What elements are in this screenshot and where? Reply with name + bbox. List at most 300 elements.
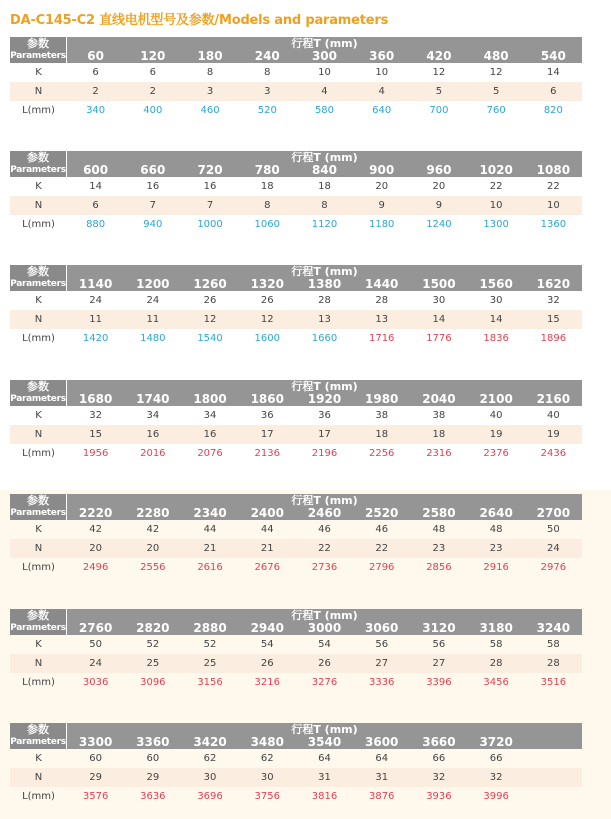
table-row-n: [10, 196, 582, 215]
table-cell: 34: [146, 410, 160, 421]
stroke-value: 3240: [536, 621, 571, 635]
table-cell: 3456: [483, 677, 509, 688]
parameters-label-cn: 参数: [27, 723, 49, 736]
table-cell: 24: [89, 295, 102, 306]
table-cell: 40: [489, 410, 503, 421]
table-cell: 10: [489, 200, 503, 211]
stroke-values: [67, 621, 582, 635]
table-row-k: [10, 63, 582, 82]
table-cell: 1060: [254, 219, 280, 230]
table-cell: 22: [375, 543, 389, 554]
table-cell: 52: [146, 639, 160, 650]
stroke-value: 600: [83, 163, 109, 177]
table-header: [10, 723, 582, 749]
table-cell: 16: [203, 429, 217, 440]
parameter-table: [10, 151, 582, 234]
table-cell: 13: [375, 314, 389, 325]
table-cell: 580: [314, 105, 335, 116]
parameter-table: [10, 380, 582, 463]
table-cell: 32: [432, 772, 446, 783]
stroke-value: 360: [369, 49, 395, 63]
parameter-table: [10, 609, 582, 692]
table-cell: 2136: [254, 448, 280, 459]
stroke-value: 960: [426, 163, 452, 177]
table-cell: 2736: [311, 562, 338, 573]
table-cell: 2016: [140, 448, 166, 459]
table-cell: 3996: [483, 791, 509, 802]
table-cell: 32: [89, 410, 102, 421]
table-cell: 3516: [540, 677, 567, 688]
table-cell: 48: [432, 524, 446, 535]
stroke-value: 3120: [422, 621, 456, 635]
table-cell: 36: [260, 410, 274, 421]
table-cell: 3396: [426, 677, 452, 688]
table-cell: 21: [203, 543, 217, 554]
parameters-label-en: Parameters: [10, 165, 66, 175]
table-cell: 17: [318, 429, 331, 440]
stroke-value: 2340: [193, 506, 227, 520]
table-cell: 60: [89, 753, 102, 764]
stroke-value: 1080: [536, 163, 571, 177]
table-cell: 48: [489, 524, 503, 535]
table-cell: 23: [489, 543, 503, 554]
table-header: [10, 37, 582, 63]
stroke-value: 660: [140, 163, 166, 177]
table-cell: 11: [146, 314, 160, 325]
table-cell: 3936: [426, 791, 452, 802]
table-cell: 12: [489, 67, 503, 78]
table-cell: 30: [260, 772, 274, 783]
row-label: K: [35, 67, 42, 78]
stroke-value: 60: [87, 49, 104, 63]
table-cell: 22: [546, 181, 560, 192]
row-label: N: [34, 429, 43, 440]
table-cell: 1716: [368, 333, 395, 344]
row-label: L(mm): [22, 105, 55, 116]
stroke-value: 1380: [307, 277, 342, 291]
table-cell: 26: [203, 295, 217, 306]
stroke-value: 3060: [365, 621, 399, 635]
stroke-value: 2880: [193, 621, 227, 635]
empty-cell: [525, 753, 582, 764]
stroke-value: 1740: [136, 392, 170, 406]
stroke-value: 240: [254, 49, 280, 63]
stroke-values: [67, 49, 582, 63]
table-cell: 54: [318, 639, 331, 650]
parameters-label-en: Parameters: [10, 51, 66, 61]
stroke-value: 420: [426, 49, 452, 63]
table-cell: 46: [318, 524, 331, 535]
table-cell: 52: [203, 639, 217, 650]
table-cell: 1420: [82, 333, 109, 344]
stroke-label: 行程T (mm): [291, 609, 358, 622]
table-cell: 26: [318, 658, 331, 669]
table-row-n: [10, 310, 582, 329]
table-cell: 12: [260, 314, 274, 325]
table-cell: 20: [432, 181, 446, 192]
table-row-n: [10, 768, 582, 787]
row-label: L(mm): [22, 333, 55, 344]
row-label: K: [35, 181, 42, 192]
table-cell: 29: [146, 772, 160, 783]
stroke-value: 1200: [136, 277, 170, 291]
table-cell: 6: [550, 86, 557, 97]
table-cell: 1180: [368, 219, 395, 230]
table-row-n: [10, 539, 582, 558]
table-cell: 21: [260, 543, 274, 554]
parameters-label-en: Parameters: [10, 508, 66, 518]
table-cell: 60: [146, 753, 160, 764]
stroke-value: 1560: [479, 277, 513, 291]
table-row-n: [10, 425, 582, 444]
table-cell: 3096: [140, 677, 166, 688]
table-cell: 28: [318, 295, 331, 306]
table-cell: 8: [206, 67, 214, 78]
table-cell: 46: [375, 524, 389, 535]
table-cell: 700: [429, 105, 449, 116]
stroke-value: 720: [197, 163, 223, 177]
table-cell: 62: [260, 753, 274, 764]
stroke-value: 2460: [307, 506, 342, 520]
stroke-value: 2280: [136, 506, 170, 520]
stroke-value: 840: [311, 163, 338, 177]
table-cell: 3876: [368, 791, 395, 802]
parameters-label-en: Parameters: [10, 737, 66, 747]
table-cell: 2: [149, 86, 157, 97]
stroke-value: 780: [254, 163, 280, 177]
table-cell: 12: [203, 314, 217, 325]
table-row-k: [10, 520, 582, 539]
parameters-label: [10, 265, 67, 291]
table-row-k: [10, 406, 582, 425]
stroke-values: [67, 277, 582, 291]
table-cell: 1300: [483, 219, 509, 230]
table-cell: 24: [546, 543, 560, 554]
table-cell: 400: [143, 105, 163, 116]
table-cell: 1896: [540, 333, 567, 344]
row-label: K: [35, 753, 42, 764]
parameter-table: [10, 723, 582, 806]
stroke-value: 1980: [365, 392, 399, 406]
stroke-value: 480: [483, 49, 509, 63]
table-cell: 17: [260, 429, 274, 440]
parameter-table: [10, 265, 582, 348]
parameters-label-cn: 参数: [27, 37, 49, 50]
table-cell: 1836: [483, 333, 509, 344]
row-label: L(mm): [22, 219, 55, 230]
table-row-l: [10, 787, 582, 806]
table-cell: 10: [318, 67, 331, 78]
table-header: [10, 609, 582, 635]
parameter-table: [10, 494, 582, 577]
page-title: DA-C145-C2 直线电机型号及参数/Models and parameters: [10, 13, 389, 28]
table-cell: 3: [264, 86, 271, 97]
table-cell: 16: [203, 181, 217, 192]
table-cell: 6: [149, 67, 157, 78]
table-cell: 44: [260, 524, 274, 535]
table-row-l: [10, 558, 582, 577]
row-label: K: [35, 295, 42, 306]
table-cell: 14: [432, 314, 446, 325]
stroke-value: 2700: [536, 506, 571, 520]
parameters-label-cn: 参数: [27, 151, 49, 164]
row-label: L(mm): [22, 677, 55, 688]
empty-cell: [525, 791, 582, 802]
table-cell: 18: [260, 181, 274, 192]
table-cell: 880: [86, 219, 106, 230]
table-cell: 10: [375, 67, 389, 78]
table-cell: 20: [375, 181, 389, 192]
table-cell: 31: [375, 772, 389, 783]
table-cell: 520: [257, 105, 277, 116]
stroke-value: 1860: [250, 392, 284, 406]
table-cell: 24: [146, 295, 160, 306]
row-label: K: [35, 524, 42, 535]
table-cell: 16: [146, 429, 160, 440]
row-label: N: [34, 200, 43, 211]
table-cell: 44: [203, 524, 217, 535]
table-cell: 25: [146, 658, 160, 669]
parameter-table: [10, 37, 582, 120]
table-cell: 14: [546, 67, 560, 78]
parameters-label-en: Parameters: [10, 279, 66, 289]
row-label: K: [35, 639, 42, 650]
table-cell: 15: [89, 429, 102, 440]
table-row-l: [10, 215, 582, 234]
table-cell: 20: [146, 543, 160, 554]
table-cell: 460: [200, 105, 220, 116]
row-label: N: [34, 543, 43, 554]
table-cell: 28: [375, 295, 389, 306]
stroke-value: 2940: [250, 621, 284, 635]
table-cell: 8: [264, 200, 271, 211]
parameters-label: [10, 723, 67, 749]
stroke-value: 1020: [479, 163, 513, 177]
table-cell: 34: [203, 410, 217, 421]
table-cell: 38: [432, 410, 446, 421]
table-cell: 2076: [197, 448, 223, 459]
table-cell: 2376: [483, 448, 509, 459]
stroke-value: 180: [197, 49, 223, 63]
table-cell: 42: [89, 524, 102, 535]
stroke-value: 2640: [479, 506, 513, 520]
row-label: N: [34, 86, 43, 97]
row-label: L(mm): [22, 562, 55, 573]
table-cell: 14: [489, 314, 503, 325]
table-cell: 2796: [368, 562, 395, 573]
stroke-value: 3000: [307, 621, 342, 635]
table-cell: 66: [489, 753, 503, 764]
table-cell: 1956: [82, 448, 109, 459]
stroke-value: 1440: [365, 277, 399, 291]
table-cell: 31: [318, 772, 331, 783]
table-cell: 64: [375, 753, 389, 764]
parameters-label-en: Parameters: [10, 394, 66, 404]
table-row-l: [10, 101, 582, 120]
table-cell: 640: [372, 105, 392, 116]
table-cell: 26: [260, 295, 274, 306]
stroke-values: [67, 506, 582, 520]
table-cell: 25: [203, 658, 217, 669]
stroke-value: 1680: [78, 392, 113, 406]
table-cell: 3696: [197, 791, 223, 802]
table-cell: 2496: [82, 562, 109, 573]
stroke-value: 900: [369, 163, 395, 177]
stroke-value: 1260: [193, 277, 227, 291]
parameters-label-cn: 参数: [27, 609, 49, 622]
table-cell: 1600: [254, 333, 280, 344]
table-cell: 2196: [311, 448, 338, 459]
table-cell: 26: [260, 658, 274, 669]
table-cell: 22: [318, 543, 331, 554]
table-row-n: [10, 654, 582, 673]
table-cell: 16: [146, 181, 160, 192]
table-cell: 2256: [368, 448, 395, 459]
table-cell: 42: [146, 524, 160, 535]
row-label: L(mm): [22, 791, 55, 802]
table-cell: 50: [89, 639, 102, 650]
table-cell: 340: [86, 105, 106, 116]
table-cell: 3036: [82, 677, 109, 688]
table-cell: 940: [143, 219, 163, 230]
table-cell: 1776: [426, 333, 452, 344]
table-cell: 10: [546, 200, 560, 211]
table-cell: 56: [432, 639, 446, 650]
table-cell: 2676: [254, 562, 280, 573]
stroke-value: 2100: [479, 392, 513, 406]
table-cell: 760: [486, 105, 506, 116]
table-cell: 3276: [311, 677, 338, 688]
table-cell: 40: [546, 410, 560, 421]
stroke-value: 1620: [536, 277, 571, 291]
table-cell: 2436: [540, 448, 567, 459]
table-cell: 19: [546, 429, 560, 440]
table-cell: 7: [149, 200, 157, 211]
table-cell: 58: [489, 639, 503, 650]
table-header: [10, 151, 582, 177]
stroke-value: 3420: [193, 735, 227, 749]
stroke-value: 1500: [422, 277, 456, 291]
row-label: N: [34, 658, 43, 669]
stroke-value: 300: [311, 49, 338, 63]
table-row-k: [10, 177, 582, 196]
table-cell: 56: [375, 639, 389, 650]
table-cell: 8: [321, 200, 328, 211]
table-cell: 11: [89, 314, 102, 325]
stroke-value: 2520: [365, 506, 399, 520]
table-cell: 30: [432, 295, 446, 306]
stroke-values: [67, 735, 582, 749]
stroke-value: 2820: [136, 621, 170, 635]
stroke-value: 3720: [479, 735, 513, 749]
parameters-label-cn: 参数: [27, 380, 49, 393]
stroke-value: 2160: [536, 392, 571, 406]
table-cell: 12: [432, 67, 446, 78]
table-cell: 2316: [426, 448, 452, 459]
table-cell: 15: [546, 314, 560, 325]
table-cell: 1480: [140, 333, 166, 344]
stroke-label: 行程T (mm): [291, 380, 358, 393]
stroke-label: 行程T (mm): [291, 723, 358, 736]
table-cell: 4: [321, 86, 328, 97]
table-cell: 32: [546, 295, 560, 306]
stroke-value: 3600: [365, 735, 399, 749]
table-cell: 62: [203, 753, 217, 764]
table-cell: 3816: [311, 791, 338, 802]
parameters-label: [10, 151, 67, 177]
table-row-k: [10, 635, 582, 654]
stroke-value: 3180: [479, 621, 513, 635]
empty-cell: [525, 772, 582, 783]
row-label: K: [35, 410, 42, 421]
parameters-label: [10, 609, 67, 635]
table-cell: 9: [378, 200, 385, 211]
table-cell: 29: [89, 772, 102, 783]
table-cell: 50: [546, 524, 560, 535]
table-cell: 23: [432, 543, 446, 554]
parameters-label-en: Parameters: [10, 623, 66, 633]
table-cell: 8: [264, 67, 271, 78]
table-cell: 2916: [483, 562, 509, 573]
table-cell: 58: [546, 639, 560, 650]
stroke-value: 2040: [422, 392, 456, 406]
stroke-label: 行程T (mm): [291, 151, 358, 164]
table-cell: 3: [206, 86, 214, 97]
table-cell: 30: [489, 295, 503, 306]
table-cell: 2856: [426, 562, 452, 573]
table-cell: 54: [260, 639, 274, 650]
table-cell: 2616: [197, 562, 223, 573]
table-cell: 3756: [254, 791, 280, 802]
table-cell: 3336: [368, 677, 395, 688]
table-cell: 6: [92, 67, 99, 78]
table-cell: 27: [432, 658, 446, 669]
table-cell: 1240: [426, 219, 452, 230]
row-label: L(mm): [22, 448, 55, 459]
table-cell: 18: [318, 181, 331, 192]
table-cell: 2976: [540, 562, 567, 573]
stroke-label: 行程T (mm): [291, 265, 358, 278]
stroke-value: 2400: [250, 506, 284, 520]
table-row-n: [10, 82, 582, 101]
table-cell: 14: [89, 181, 102, 192]
table-cell: 3216: [254, 677, 280, 688]
table-cell: 4: [378, 86, 385, 97]
row-label: N: [34, 772, 43, 783]
stroke-value: 3300: [78, 735, 113, 749]
table-cell: 1660: [311, 333, 338, 344]
parameters-label: [10, 494, 67, 520]
stroke-value: 1320: [250, 277, 284, 291]
table-cell: 1360: [540, 219, 567, 230]
parameters-label-cn: 参数: [27, 494, 49, 507]
stroke-value: 2220: [78, 506, 113, 520]
table-cell: 3576: [82, 791, 109, 802]
table-cell: 28: [546, 658, 560, 669]
table-cell: 3636: [140, 791, 166, 802]
table-cell: 19: [489, 429, 503, 440]
table-cell: 1120: [311, 219, 338, 230]
table-row-k: [10, 749, 582, 768]
table-header: [10, 265, 582, 291]
table-row-l: [10, 673, 582, 692]
stroke-value: 3480: [250, 735, 284, 749]
stroke-value: 3360: [136, 735, 170, 749]
table-cell: 13: [318, 314, 331, 325]
table-cell: 38: [375, 410, 389, 421]
stroke-value: 120: [140, 49, 166, 63]
table-cell: 66: [432, 753, 446, 764]
